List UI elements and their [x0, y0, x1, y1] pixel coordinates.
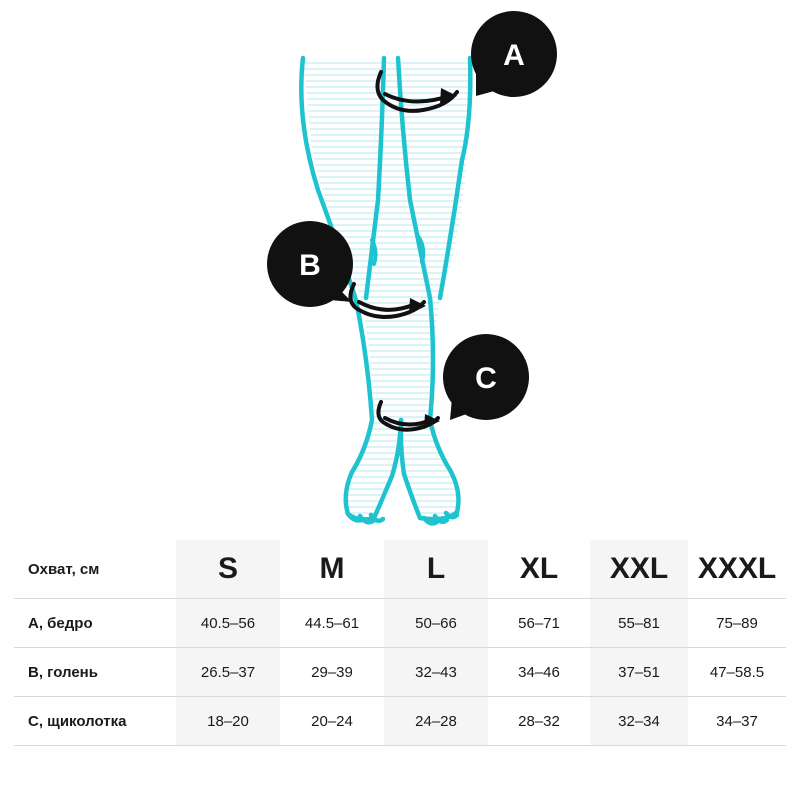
column-header-m: M — [319, 552, 345, 585]
cell-calf-xxxl: 47–58.5 — [709, 663, 765, 681]
callout-c — [443, 334, 529, 420]
table-row — [14, 697, 786, 746]
column-header-s: S — [176, 540, 280, 599]
table-row — [14, 599, 786, 648]
column-header-xxxl: XXXL — [697, 552, 777, 585]
cell-ankle-s: 18–20 — [176, 697, 280, 746]
cell-calf-xxl: 37–51 — [590, 648, 688, 697]
column-header-xl: XL — [519, 552, 559, 585]
cell-thigh-s: 40.5–56 — [176, 599, 280, 648]
cell-thigh-xxl: 55–81 — [590, 599, 688, 648]
size-table — [14, 540, 786, 746]
cell-thigh-xxxl: 75–89 — [716, 614, 758, 632]
callout-b — [267, 221, 353, 307]
cell-thigh-xl: 56–71 — [518, 614, 560, 632]
column-header-l: L — [384, 540, 488, 599]
row-label-ankle: C, щиколотка — [28, 712, 127, 730]
cell-calf-xl: 34–46 — [518, 663, 560, 681]
cell-ankle-m: 20–24 — [311, 712, 353, 730]
callout-c-label: C — [475, 362, 497, 395]
column-header-xxl: XXL — [590, 540, 688, 599]
cell-ankle-xxl: 32–34 — [590, 697, 688, 746]
callout-b-label: B — [299, 249, 321, 282]
callout-a — [471, 11, 557, 97]
table-header-row — [14, 540, 786, 599]
cell-calf-s: 26.5–37 — [176, 648, 280, 697]
row-label-thigh: A, бедро — [28, 614, 93, 632]
cell-calf-m: 29–39 — [311, 663, 353, 681]
table-row — [14, 648, 786, 697]
cell-ankle-xxxl: 34–37 — [716, 712, 758, 730]
cell-ankle-l: 24–28 — [384, 697, 488, 746]
callout-a-label: A — [503, 39, 525, 72]
table-corner-label: Охват, см — [28, 560, 100, 578]
cell-calf-l: 32–43 — [384, 648, 488, 697]
cell-thigh-m: 44.5–61 — [304, 614, 360, 632]
row-label-calf: B, голень — [28, 663, 98, 681]
cell-ankle-xl: 28–32 — [518, 712, 560, 730]
cell-thigh-l: 50–66 — [384, 599, 488, 648]
